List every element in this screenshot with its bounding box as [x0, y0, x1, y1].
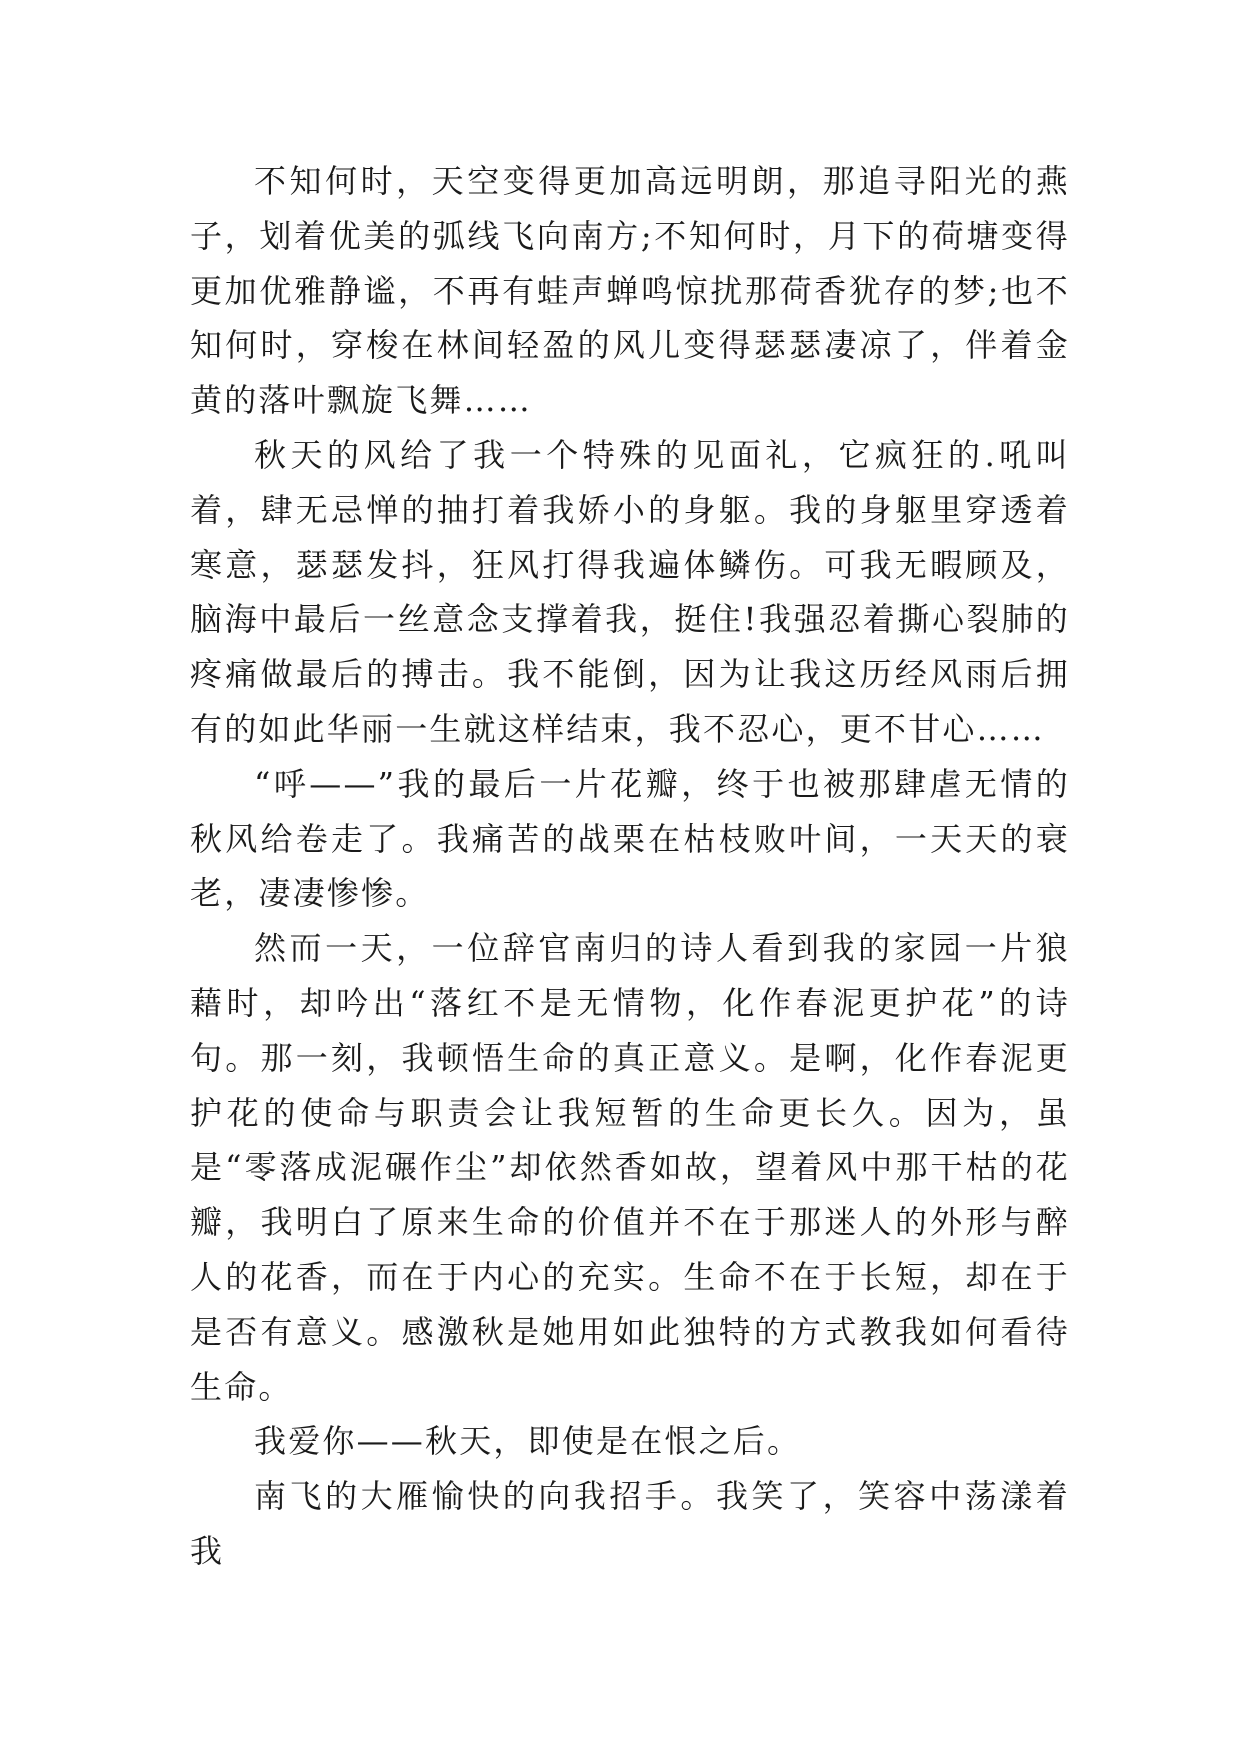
paragraph-1: 不知何时，天空变得更加高远明朗，那追寻阳光的燕子，划着优美的弧线飞向南方;不知何时，月下的荷塘变得更加优雅静谧，不再有蛙声蝉鸣惊扰那荷香犹存的梦;也不知何时，穿梭在林间轻盈的风儿变得瑟瑟凄凉了，伴着金黄的落叶飘旋飞舞…… [190, 162, 1070, 420]
paragraph-4: 然而一天，一位辞官南归的诗人看到我的家园一片狼藉时，却吟出“落红不是无情物，化作春泥更护花”的诗句。那一刻，我顿悟生命的真正意义。是啊，化作春泥更护花的使命与职责会让我短暂的生命更长久。因为，虽是“零落成泥碾作尘”却依然香如故，望着风中那干枯的花瓣，我明白了原来生命的价值并不在于那迷人的外形与醉人的花香，而在于内心的充实。生命不在于长短，却在于是否有意义。感激秋是她用如此独特的方式教我如何看待生命。 [190, 929, 1070, 1406]
document-page [190, 154, 1070, 1579]
paragraph-2: 秋天的风给了我一个特殊的见面礼，它疯狂的.吼叫着，肆无忌惮的抽打着我娇小的身躯。我的身躯里穿透着寒意，瑟瑟发抖，狂风打得我遍体鳞伤。可我无暇顾及，脑海中最后一丝意念支撑着我，挺住!我强忍着撕心裂肺的疼痛做最后的搏击。我不能倒，因为让我这历经风雨后拥有的如此华丽一生就这样结束，我不忍心，更不甘心…… [190, 435, 1070, 748]
paragraph-6: 南飞的大雁愉快的向我招手。我笑了，笑容中荡漾着我 [190, 1477, 1070, 1570]
paragraph-5: 我爱你——秋天，即使是在恨之后。 [254, 1422, 802, 1461]
paragraph-3: “呼——”我的最后一片花瓣，终于也被那肆虐无情的秋风给卷走了。我痛苦的战栗在枯枝败叶间，一天天的衰老，凄凄惨惨。 [190, 764, 1070, 913]
